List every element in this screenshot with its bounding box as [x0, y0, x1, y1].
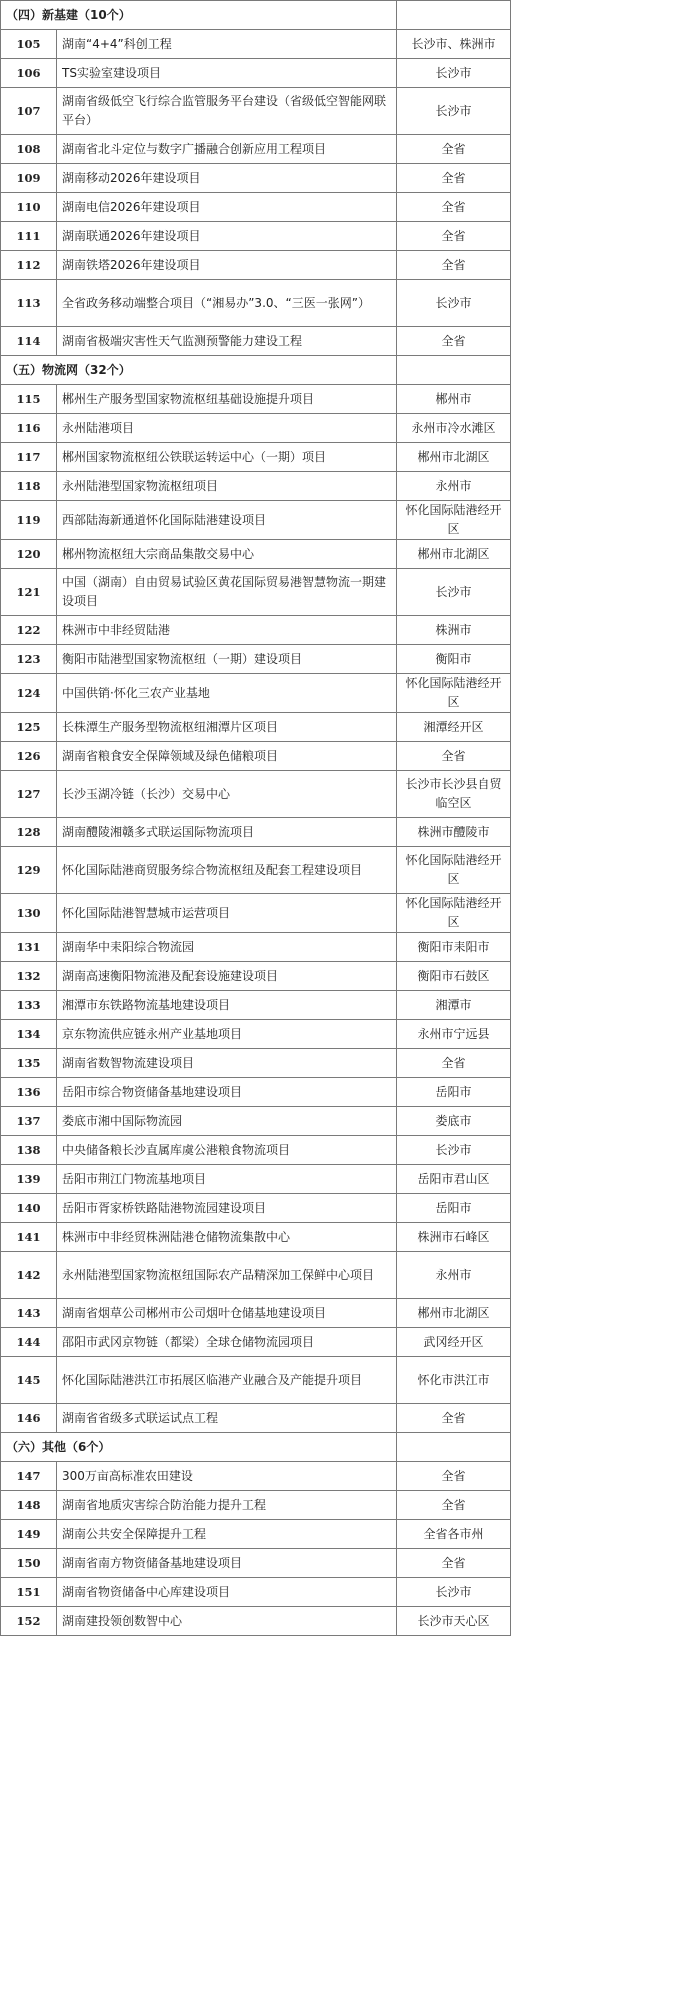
- table-row: [1, 501, 511, 540]
- project-location: 衡阳市: [397, 645, 511, 674]
- section-title: （四）新基建（10个）: [1, 1, 397, 30]
- project-number: 149: [1, 1520, 57, 1549]
- project-location: 全省: [397, 1491, 511, 1520]
- project-number: 148: [1, 1491, 57, 1520]
- table-row: [1, 933, 511, 962]
- project-number: 109: [1, 164, 57, 193]
- project-name: TS实验室建设项目: [57, 59, 397, 88]
- project-location: 岳阳市: [397, 1078, 511, 1107]
- project-number: 136: [1, 1078, 57, 1107]
- project-name: 湖南移动2026年建设项目: [57, 164, 397, 193]
- project-name: 岳阳市综合物资储备基地建设项目: [57, 1078, 397, 1107]
- project-number: 122: [1, 616, 57, 645]
- table-row: [1, 251, 511, 280]
- table-row: [1, 327, 511, 356]
- project-name: 湖南省北斗定位与数字广播融合创新应用工程项目: [57, 135, 397, 164]
- project-name: 邵阳市武冈京物链（都梁）全球仓储物流园项目: [57, 1328, 397, 1357]
- project-location: 全省: [397, 1404, 511, 1433]
- table-row: [1, 713, 511, 742]
- project-location: 怀化国际陆港经开区: [397, 501, 511, 540]
- project-location: 长沙市、株洲市: [397, 30, 511, 59]
- project-number: 147: [1, 1462, 57, 1491]
- project-name: 湖南公共安全保障提升工程: [57, 1520, 397, 1549]
- project-name: 湖南省烟草公司郴州市公司烟叶仓储基地建设项目: [57, 1299, 397, 1328]
- project-name: 湖南“4+4”科创工程: [57, 30, 397, 59]
- project-number: 129: [1, 847, 57, 894]
- project-number: 135: [1, 1049, 57, 1078]
- project-number: 120: [1, 540, 57, 569]
- project-number: 108: [1, 135, 57, 164]
- project-location: 郴州市北湖区: [397, 540, 511, 569]
- project-location: 全省: [397, 222, 511, 251]
- project-number: 115: [1, 385, 57, 414]
- project-location: 怀化国际陆港经开区: [397, 674, 511, 713]
- project-name: 岳阳市荆江门物流基地项目: [57, 1165, 397, 1194]
- project-number: 124: [1, 674, 57, 713]
- project-number: 150: [1, 1549, 57, 1578]
- project-number: 127: [1, 771, 57, 818]
- project-name: 京东物流供应链永州产业基地项目: [57, 1020, 397, 1049]
- project-number: 151: [1, 1578, 57, 1607]
- project-number: 131: [1, 933, 57, 962]
- project-number: 105: [1, 30, 57, 59]
- project-name: 湖南省数智物流建设项目: [57, 1049, 397, 1078]
- project-location: 长沙市天心区: [397, 1607, 511, 1636]
- project-number: 110: [1, 193, 57, 222]
- project-name: 湖南联通2026年建设项目: [57, 222, 397, 251]
- project-number: 152: [1, 1607, 57, 1636]
- project-number: 112: [1, 251, 57, 280]
- project-location: 郴州市北湖区: [397, 443, 511, 472]
- project-number: 128: [1, 818, 57, 847]
- project-name: 娄底市湘中国际物流园: [57, 1107, 397, 1136]
- project-number: 117: [1, 443, 57, 472]
- table-row: [1, 414, 511, 443]
- project-location: 永州市: [397, 1252, 511, 1299]
- project-name: 株洲市中非经贸株洲陆港仓储物流集散中心: [57, 1223, 397, 1252]
- project-location: 全省: [397, 1549, 511, 1578]
- section-title: （五）物流网（32个）: [1, 356, 397, 385]
- project-name: 中国供销·怀化三农产业基地: [57, 674, 397, 713]
- project-name: 湖南醴陵湘赣多式联运国际物流项目: [57, 818, 397, 847]
- project-location: 全省: [397, 135, 511, 164]
- section-title: （六）其他（6个）: [1, 1433, 397, 1462]
- project-location: 全省: [397, 1462, 511, 1491]
- project-location: 全省各市州: [397, 1520, 511, 1549]
- table-row: [1, 1252, 511, 1299]
- project-name: 湖南省级低空飞行综合监管服务平台建设（省级低空智能网联平台）: [57, 88, 397, 135]
- project-name: 永州陆港项目: [57, 414, 397, 443]
- project-number: 106: [1, 59, 57, 88]
- table-row: [1, 616, 511, 645]
- project-name: 湘潭市东铁路物流基地建设项目: [57, 991, 397, 1020]
- project-number: 139: [1, 1165, 57, 1194]
- project-name: 湖南省粮食安全保障领域及绿色储粮项目: [57, 742, 397, 771]
- project-name: 中国（湖南）自由贸易试验区黄花国际贸易港智慧物流一期建设项目: [57, 569, 397, 616]
- project-location: 全省: [397, 327, 511, 356]
- project-name: 湖南铁塔2026年建设项目: [57, 251, 397, 280]
- section-header-row: [1, 1, 511, 30]
- project-number: 107: [1, 88, 57, 135]
- project-number: 113: [1, 280, 57, 327]
- project-name: 西部陆海新通道怀化国际陆港建设项目: [57, 501, 397, 540]
- project-number: 132: [1, 962, 57, 991]
- project-number: 142: [1, 1252, 57, 1299]
- project-location: 湘潭市: [397, 991, 511, 1020]
- table-row: [1, 88, 511, 135]
- table-row: [1, 569, 511, 616]
- project-location: 永州市冷水滩区: [397, 414, 511, 443]
- table-row: [1, 164, 511, 193]
- project-location: 怀化国际陆港经开区: [397, 847, 511, 894]
- section-empty-cell: [397, 1, 511, 30]
- project-name: 怀化国际陆港智慧城市运营项目: [57, 894, 397, 933]
- table-row: [1, 30, 511, 59]
- project-name: 郴州生产服务型国家物流枢纽基础设施提升项目: [57, 385, 397, 414]
- table-row: [1, 443, 511, 472]
- project-name: 郴州国家物流枢纽公铁联运转运中心（一期）项目: [57, 443, 397, 472]
- project-location: 武冈经开区: [397, 1328, 511, 1357]
- table-row: [1, 818, 511, 847]
- project-number: 118: [1, 472, 57, 501]
- table-row: [1, 385, 511, 414]
- table-row: [1, 1020, 511, 1049]
- table-row: [1, 771, 511, 818]
- table-row: [1, 59, 511, 88]
- project-number: 133: [1, 991, 57, 1020]
- project-name: 湖南省极端灾害性天气监测预警能力建设工程: [57, 327, 397, 356]
- table-row: [1, 472, 511, 501]
- project-name: 湖南高速衡阳物流港及配套设施建设项目: [57, 962, 397, 991]
- project-location: 娄底市: [397, 1107, 511, 1136]
- project-name: 湖南华中耒阳综合物流园: [57, 933, 397, 962]
- project-location: 长沙市: [397, 88, 511, 135]
- project-location: 全省: [397, 742, 511, 771]
- project-number: 134: [1, 1020, 57, 1049]
- project-number: 144: [1, 1328, 57, 1357]
- table-row: [1, 991, 511, 1020]
- table-row: [1, 894, 511, 933]
- project-number: 123: [1, 645, 57, 674]
- project-name: 湖南省省级多式联运试点工程: [57, 1404, 397, 1433]
- project-number: 119: [1, 501, 57, 540]
- table-row: [1, 1462, 511, 1491]
- table-row: [1, 645, 511, 674]
- project-location: 株洲市: [397, 616, 511, 645]
- table-row: [1, 1165, 511, 1194]
- section-header-row: [1, 1433, 511, 1462]
- table-row: [1, 1194, 511, 1223]
- project-location: 衡阳市耒阳市: [397, 933, 511, 962]
- project-name: 湖南建投领创数智中心: [57, 1607, 397, 1636]
- project-location: 全省: [397, 193, 511, 222]
- section-header-row: [1, 356, 511, 385]
- table-row: [1, 1136, 511, 1165]
- table-row: [1, 1223, 511, 1252]
- table-row: [1, 280, 511, 327]
- project-location: 长沙市: [397, 1136, 511, 1165]
- project-name: 长沙玉湖冷链（长沙）交易中心: [57, 771, 397, 818]
- project-location: 全省: [397, 1049, 511, 1078]
- table-row: [1, 742, 511, 771]
- project-name: 岳阳市胥家桥铁路陆港物流园建设项目: [57, 1194, 397, 1223]
- project-location: 永州市宁远县: [397, 1020, 511, 1049]
- project-number: 137: [1, 1107, 57, 1136]
- table-row: [1, 540, 511, 569]
- table-row: [1, 674, 511, 713]
- project-name: 全省政务移动端整合项目（“湘易办”3.0、“三医一张网”）: [57, 280, 397, 327]
- table-row: [1, 1328, 511, 1357]
- project-name: 衡阳市陆港型国家物流枢纽（一期）建设项目: [57, 645, 397, 674]
- project-number: 116: [1, 414, 57, 443]
- project-number: 114: [1, 327, 57, 356]
- project-number: 125: [1, 713, 57, 742]
- table-row: [1, 1578, 511, 1607]
- project-location: 长沙市: [397, 59, 511, 88]
- project-location: 长沙市: [397, 1578, 511, 1607]
- project-location: 株洲市醴陵市: [397, 818, 511, 847]
- project-location: 岳阳市君山区: [397, 1165, 511, 1194]
- table-row: [1, 1107, 511, 1136]
- project-name: 300万亩高标准农田建设: [57, 1462, 397, 1491]
- project-location: 郴州市: [397, 385, 511, 414]
- project-name: 湖南省南方物资储备基地建设项目: [57, 1549, 397, 1578]
- project-number: 111: [1, 222, 57, 251]
- project-number: 146: [1, 1404, 57, 1433]
- project-location: 全省: [397, 164, 511, 193]
- section-empty-cell: [397, 1433, 511, 1462]
- project-name: 郴州物流枢纽大宗商品集散交易中心: [57, 540, 397, 569]
- project-name: 怀化国际陆港商贸服务综合物流枢纽及配套工程建设项目: [57, 847, 397, 894]
- section-empty-cell: [397, 356, 511, 385]
- project-name: 湖南电信2026年建设项目: [57, 193, 397, 222]
- table-row: [1, 962, 511, 991]
- table-row: [1, 193, 511, 222]
- project-location: 怀化国际陆港经开区: [397, 894, 511, 933]
- project-location: 长沙市长沙县自贸临空区: [397, 771, 511, 818]
- project-number: 138: [1, 1136, 57, 1165]
- table-row: [1, 1357, 511, 1404]
- project-location: 长沙市: [397, 569, 511, 616]
- table-row: [1, 222, 511, 251]
- project-name: 长株潭生产服务型物流枢纽湘潭片区项目: [57, 713, 397, 742]
- project-number: 145: [1, 1357, 57, 1404]
- project-location: 岳阳市: [397, 1194, 511, 1223]
- project-location: 长沙市: [397, 280, 511, 327]
- table-row: [1, 1549, 511, 1578]
- project-name: 永州陆港型国家物流枢纽国际农产品精深加工保鲜中心项目: [57, 1252, 397, 1299]
- table-row: [1, 1491, 511, 1520]
- table-row: [1, 1520, 511, 1549]
- project-name: 湖南省地质灾害综合防治能力提升工程: [57, 1491, 397, 1520]
- project-location: 株洲市石峰区: [397, 1223, 511, 1252]
- project-number: 130: [1, 894, 57, 933]
- project-location: 全省: [397, 251, 511, 280]
- table-row: [1, 1078, 511, 1107]
- project-location: 湘潭经开区: [397, 713, 511, 742]
- project-name: 中央储备粮长沙直属库虞公港粮食物流项目: [57, 1136, 397, 1165]
- project-location: 怀化市洪江市: [397, 1357, 511, 1404]
- project-table-body: [1, 1, 511, 1636]
- project-number: 126: [1, 742, 57, 771]
- project-number: 141: [1, 1223, 57, 1252]
- project-name: 永州陆港型国家物流枢纽项目: [57, 472, 397, 501]
- table-row: [1, 847, 511, 894]
- table-row: [1, 1607, 511, 1636]
- project-name: 怀化国际陆港洪江市拓展区临港产业融合及产能提升项目: [57, 1357, 397, 1404]
- table-row: [1, 135, 511, 164]
- table-row: [1, 1049, 511, 1078]
- table-row: [1, 1404, 511, 1433]
- project-location: 衡阳市石鼓区: [397, 962, 511, 991]
- project-number: 121: [1, 569, 57, 616]
- project-name: 株洲市中非经贸陆港: [57, 616, 397, 645]
- project-location: 郴州市北湖区: [397, 1299, 511, 1328]
- table-row: [1, 1299, 511, 1328]
- project-number: 143: [1, 1299, 57, 1328]
- project-number: 140: [1, 1194, 57, 1223]
- project-name: 湖南省物资储备中心库建设项目: [57, 1578, 397, 1607]
- project-location: 永州市: [397, 472, 511, 501]
